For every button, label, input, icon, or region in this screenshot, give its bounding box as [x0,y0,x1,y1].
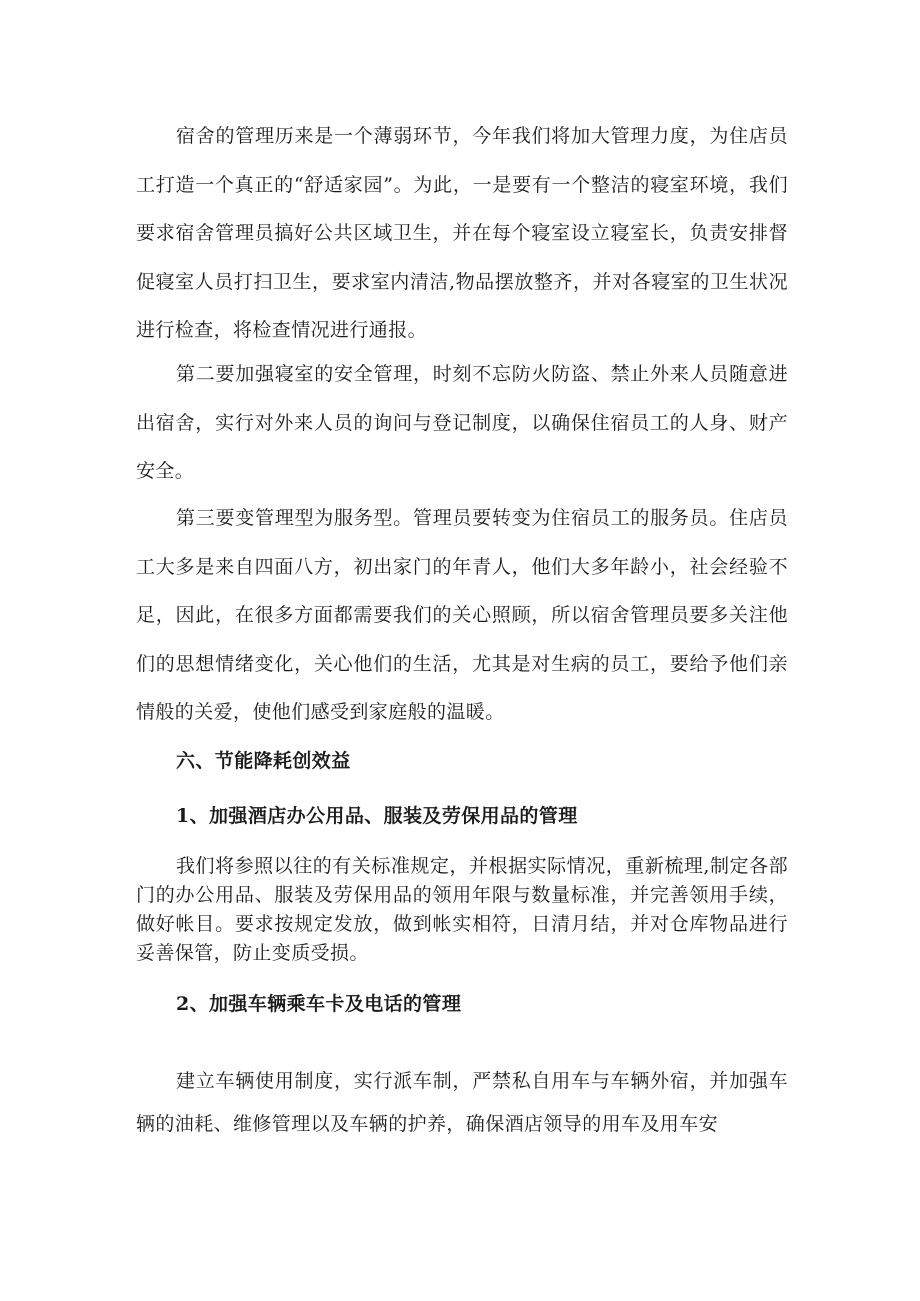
item-heading-vehicles: 2、加强车辆乘车卡及电话的管理 [176,993,462,1015]
paragraph-vehicles: 建立车辆使用制度，实行派车制，严禁私自用车与车辆外宿，并加强车辆的油耗、维修管理以及车辆的护养，确保酒店领导的用车及用车安 [136,1070,788,1135]
item-heading-supplies: 1、加强酒店办公用品、服装及劳保用品的管理 [176,805,578,827]
section-heading: 六、节能降耗创效益 [176,750,351,772]
paragraph-dormitory-management: 宿舍的管理历来是一个薄弱环节，今年我们将加大管理力度，为住店员工打造一个真正的“舒适家园”。为此，一是要有一个整洁的寝室环境，我们要求宿舍管理员搞好公共区域卫生，并在每个寝室设立寝室长，负责安排督促寝室人员打扫卫生，要求室内清洁,物品摆放整齐，并对各寝室的卫生状况进行检查，将检查情况进行通报。 [136,125,788,341]
paragraph-dormitory-safety: 第二要加强寝室的安全管理，时刻不忘防火防盗、禁止外来人员随意进出宿舍，实行对外来人员的询问与登记制度，以确保住宿员工的人身、财产安全。 [136,363,788,482]
paragraph-supplies: 我们将参照以往的有关标准规定，并根据实际情况，重新梳理,制定各部门的办公用品、服装及劳保用品的领用年限与数量标准，并完善领用手续，做好帐目。要求按规定发放，做到帐实相符，日清月结，并对仓库物品进行妥善保管，防止变质受损。 [136,855,788,964]
paragraph-service-oriented: 第三要变管理型为服务型。管理员要转变为住宿员工的服务员。住店员工大多是来自四面八方，初出家门的年青人，他们大多年龄小，社会经验不足，因此，在很多方面都需要我们的关心照顾，所以宿舍管理员要多关注他们的思想情绪变化，关心他们的生活，尤其是对生病的员工，要给予他们亲情般的关爱，使他们感受到家庭般的温暖。 [136,507,788,723]
